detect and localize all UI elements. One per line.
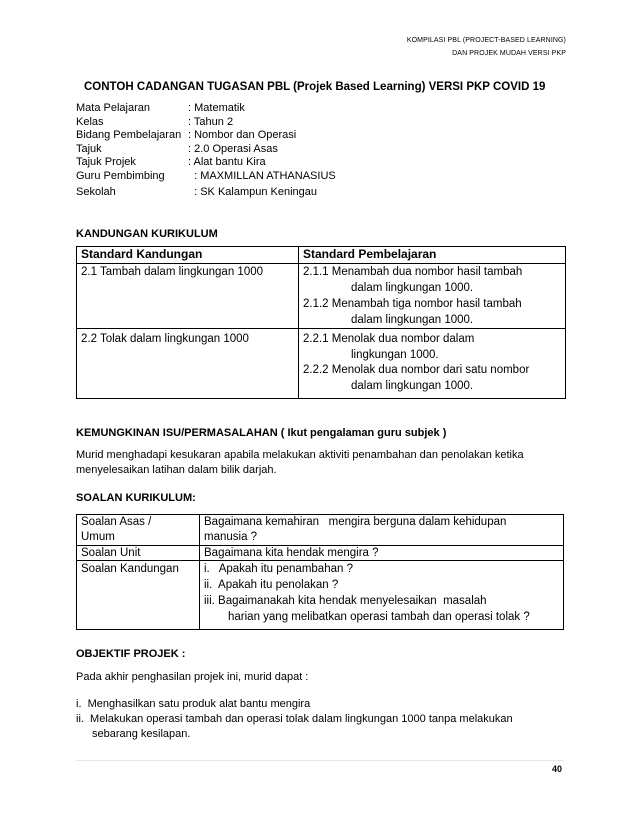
- info-row: [76, 102, 336, 116]
- table-cell: Soalan Kandungan: [77, 561, 200, 630]
- info-key: Kelas: [76, 115, 104, 128]
- table-cell: 2.2 Tolak dalam lingkungan 1000: [77, 329, 299, 399]
- kurikulum-heading: KANDUNGAN KURIKULUM: [76, 228, 218, 240]
- list-item: sebarang kesilapan.: [92, 728, 191, 740]
- info-key: Guru Pembimbing: [76, 169, 165, 182]
- info-row: [76, 129, 336, 143]
- kurikulum-table: [76, 246, 566, 399]
- header-line-1: KOMPILASI PBL (PROJECT-BASED LEARNING): [406, 37, 566, 44]
- table-cell: [299, 264, 566, 329]
- info-value: : Alat bantu Kira: [188, 156, 266, 168]
- cell-line: dalam lingkungan 1000.: [351, 282, 474, 294]
- cell-line: harian yang melibatkan operasi tambah dan operasi tolak ?: [228, 611, 530, 623]
- table-cell: Soalan Unit: [77, 546, 200, 561]
- soalan-heading: SOALAN KURIKULUM:: [76, 492, 196, 504]
- table-cell: [200, 515, 564, 546]
- table-cell: 2.1 Tambah dalam lingkungan 1000: [77, 264, 299, 329]
- cell-line: i. Apakah itu penambahan ?: [204, 563, 353, 575]
- list-item: ii. Melakukan operasi tambah dan operasi tolak dalam lingkungan 1000 tanpa melakukan: [76, 713, 513, 725]
- objektif-heading: OBJEKTIF PROJEK :: [76, 648, 186, 660]
- info-row: [76, 116, 336, 130]
- cell-line: 2.1.2 Menambah tiga nombor hasil tambah: [303, 298, 522, 310]
- isu-text: Murid menghadapi kesukaran apabila melakukan aktiviti penambahan dan penolakan ketika menyelesaikan latihan dalam bilik darjah.: [76, 449, 524, 476]
- cell-line: ii. Apakah itu penolakan ?: [204, 579, 339, 591]
- cell-line: Umum: [81, 531, 115, 543]
- info-value: : Nombor dan Operasi: [188, 129, 297, 141]
- cell-line: dalam lingkungan 1000.: [351, 314, 474, 326]
- table-row: [77, 546, 564, 561]
- objektif-list: [76, 697, 566, 742]
- table-cell: [77, 515, 200, 546]
- info-key: Tajuk Projek: [76, 156, 136, 168]
- info-row: [76, 183, 336, 202]
- running-header: [407, 34, 566, 60]
- info-key: Mata Pelajaran: [76, 102, 150, 114]
- info-key: Bidang Pembelajaran: [76, 129, 182, 141]
- table-cell: [299, 329, 566, 399]
- table-cell: [200, 561, 564, 630]
- info-key: Tajuk: [76, 142, 102, 155]
- table-row: [77, 561, 564, 630]
- footer-divider: [76, 760, 564, 761]
- info-key: Sekolah: [76, 186, 116, 198]
- table-cell: Bagaimana kita hendak mengira ?: [200, 546, 564, 561]
- table-row: [77, 329, 566, 399]
- info-row: [76, 156, 336, 170]
- table-header-row: [77, 247, 566, 264]
- table-row: [77, 515, 564, 546]
- cell-line: dalam lingkungan 1000.: [351, 379, 474, 392]
- col-header: Standard Kandungan: [77, 247, 299, 264]
- document-title: CONTOH CADANGAN TUGASAN PBL (Projek Based Learning) VERSI PKP COVID 19: [84, 81, 546, 93]
- header-line-2: DAN PROJEK MUDAH VERSI PKP: [452, 50, 566, 57]
- page-number: 40: [551, 764, 562, 774]
- cell-line: 2.1.1 Menambah dua nombor hasil tambah: [303, 266, 523, 278]
- info-block: [76, 102, 336, 202]
- info-value: : Tahun 2: [188, 115, 234, 128]
- info-value: : MAXMILLAN ATHANASIUS: [188, 169, 336, 182]
- info-value: : 2.0 Operasi Asas: [188, 142, 278, 155]
- info-value: : SK Kalampun Keningau: [188, 186, 318, 198]
- isu-heading: KEMUNGKINAN ISU/PERMASALAHAN ( Ikut pengalaman guru subjek ): [76, 427, 447, 439]
- info-row: [76, 143, 336, 157]
- objektif-intro: Pada akhir penghasilan projek ini, murid dapat :: [76, 671, 309, 683]
- info-row: [76, 170, 336, 184]
- soalan-table: [76, 514, 564, 630]
- cell-line: lingkungan 1000.: [351, 348, 439, 361]
- cell-line: 2.2.1 Menolak dua nombor dalam: [303, 333, 475, 345]
- cell-line: Bagaimana kemahiran mengira berguna dalam kehidupan: [204, 516, 507, 528]
- info-value: : Matematik: [188, 102, 245, 114]
- col-header: Standard Pembelajaran: [299, 247, 566, 264]
- list-item: i. Menghasilkan satu produk alat bantu mengira: [76, 698, 311, 710]
- cell-line: 2.2.2 Menolak dua nombor dari satu nombor: [303, 364, 530, 376]
- cell-line: Soalan Asas /: [81, 516, 152, 528]
- table-row: [77, 264, 566, 329]
- cell-line: manusia ?: [204, 531, 258, 543]
- cell-line: iii. Bagaimanakah kita hendak menyelesaikan masalah: [204, 595, 487, 607]
